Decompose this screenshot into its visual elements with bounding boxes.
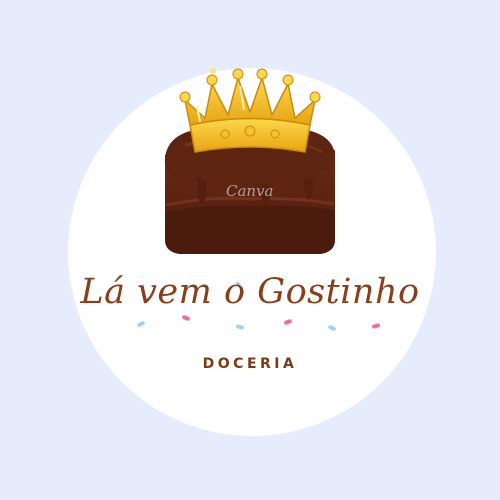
brand-name: Lá vem o Gostinho	[80, 272, 420, 312]
crown-icon	[180, 68, 320, 152]
canva-watermark: Canva	[226, 182, 274, 200]
brand-subtitle: DOCERIA	[202, 356, 298, 372]
